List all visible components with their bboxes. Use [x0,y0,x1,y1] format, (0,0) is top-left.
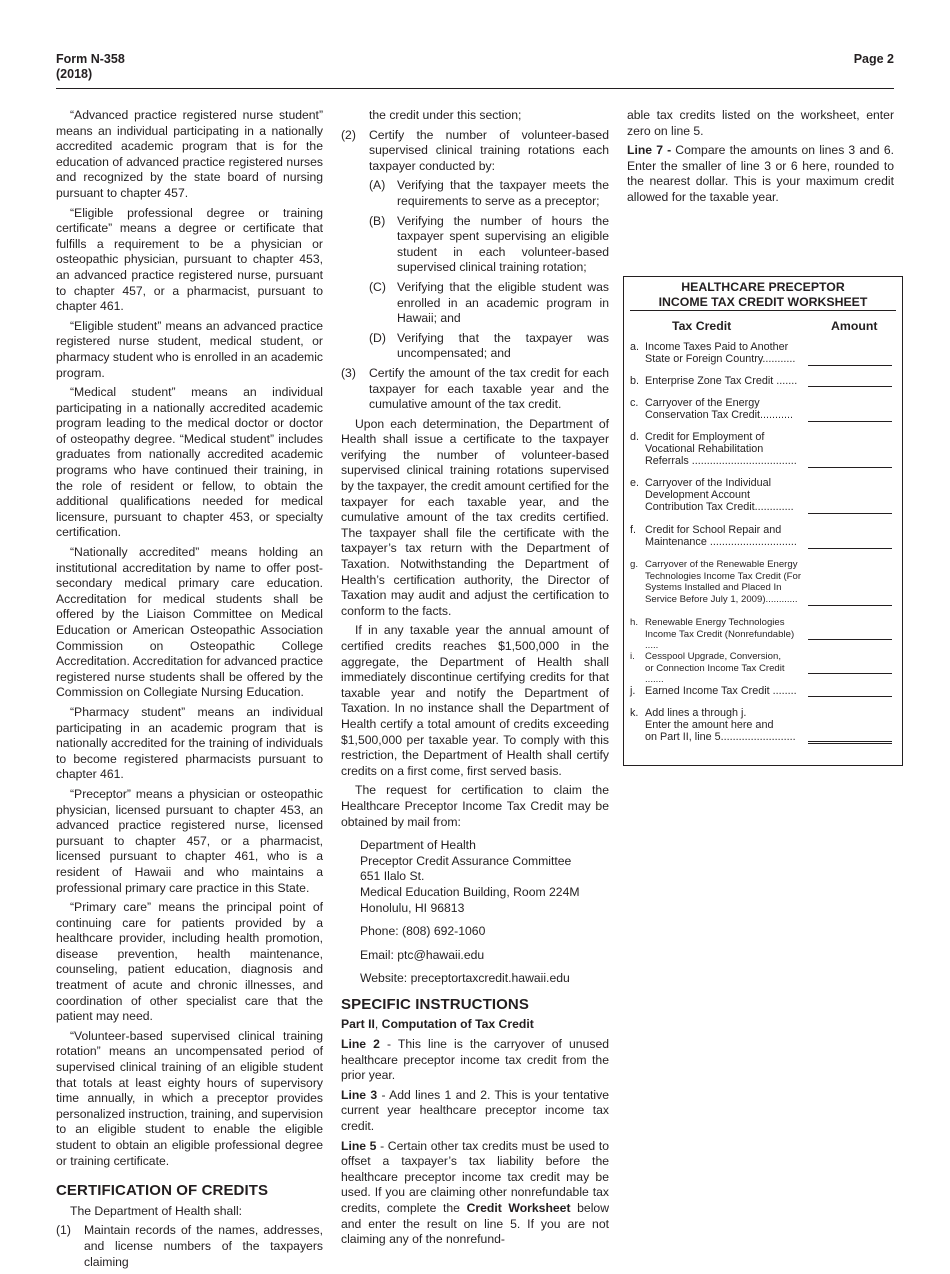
form-year: (2018) [56,67,93,81]
item-number: (3) [341,365,356,380]
line-7-instruction: Line 7 - Compare the amounts on lines 3 and 6. Enter the smaller of line 3 or 6 here, rounded to the nearest dollar. This is your maximum credit allowed for the taxable year. [627,143,894,204]
page-number: Page 2 [853,52,894,66]
website: Website: preceptortaxcredit.hawaii.edu [360,971,570,986]
item-letter: (B) [369,213,386,228]
specific-instructions-heading: SPECIFIC INSTRUCTIONS [341,995,529,1013]
amount-header: Amount [831,319,878,333]
list-item [56,1223,323,1270]
item-text: Verifying that the taxpayer was uncompensated; and [397,330,609,361]
def-medical-student: “Medical student” means an individual participating in a nationally accredited academic program leading to the medical doctor or doctor of osteopathy degree. “Medical student” includes graduates from nationally accredited academic programs who have continued their training, in the role of resident or fellow, to obtain the additional qualifications needed for medical licensure, pursuant to chapter 453, or specialty certification. [56,385,323,540]
worksheet-title: HEALTHCARE PRECEPTOR INCOME TAX CREDIT WORKSHEET [658,280,868,309]
annual-limit-paragraph: If in any taxable year the annual amount of certified credits reaches $1,500,000 in the aggregate, the Department of Health shall immediately discontinue certifying credits for that taxable year and notify the Department of Taxation. In no instance shall the Department of Health certify a total amount of credits exceeding $1,500,000 per taxable year. To comply with this restriction, the Department of Health shall certify credits on a first come, first served basis. [341,623,609,778]
amount-field[interactable] [808,513,892,514]
tax-credit-header: Tax Credit [672,319,732,333]
item-text: the credit under this section; [369,108,522,122]
list-item [341,366,609,413]
item-letter: (C) [369,279,386,294]
def-eligible-student: “Eligible student” means an advanced practice registered nurse student, medical student, or pharmacy student who is enrolled in an academic program. [56,318,323,380]
amount-field[interactable] [808,605,892,606]
worksheet-column-headers [624,311,902,333]
amount-field[interactable] [808,467,892,468]
phone: Phone: (808) 692-1060 [360,924,486,939]
list-item [341,128,609,175]
address-line: Honolulu, HI 96813 [360,900,465,915]
request-paragraph: The request for certification to claim the Healthcare Preceptor Income Tax Credit may be obtained by mail from: [341,783,609,829]
def-pharmacy-student: “Pharmacy student” means an individual participating in an academic program that is nationally accredited for the training of individuals to become registered pharmacists pursuant to chapter 461. [56,704,323,782]
certificate-paragraph: Upon each determination, the Department of Health shall issue a certificate to the taxpayer verifying the number of volunteer-based supervised clinical training rotations supervised by the taxpayer, the credit amount certified for the taxpayer for each taxable year, and the cumulative amount of the tax credits certified. The taxpayer shall file the certificate with the taxpayer’s tax return with the Department of Taxation. Notwithstanding the Department of Health’s certification authority, the Director of Taxation may audit and adjust the certification to conform to the facts. [341,416,609,618]
certification-heading: CERTIFICATION OF CREDITS [56,1182,269,1200]
amount-field[interactable] [808,386,892,387]
line-3-instruction: Line 3 - Add lines 1 and 2. This is your tentative current year healthcare preceptor income tax credit. [341,1087,609,1134]
item-letter: (A) [369,178,386,193]
sub-list-item [369,331,609,362]
column-1 [56,108,323,1274]
item-text: Certify the number of volunteer-based supervised clinical training rotations each taxpayer conducted by: [369,127,609,173]
amount-field[interactable] [808,548,892,549]
mailing-address [360,838,609,987]
certification-intro: The Department of Health shall: [70,1203,243,1218]
part-ii-subheading: Part II, Computation of Tax Credit [341,1017,534,1032]
line-2-instruction: Line 2 - This line is the carryover of unused healthcare preceptor income tax credit from the prior year. [341,1037,609,1083]
credit-worksheet: HEALTHCARE PRECEPTOR INCOME TAX CREDIT WORKSHEET Tax Credit Amount a. Income Taxes Paid to Another State or Foreign Country........... b. Enterprise Zone Tax Credit ....... c. Carryover of the Energy Conservation Tax Credit........... d. Credit for Employment of Vocational Rehabilitation Referrals ................................... e. Carryover of the Individual Development Account Contribution Tax Credit............. f. Credit for School Repair and Maintenance ............................. g. Carryover of the Renewable Energy Technologies Income Tax Credit (For Systems Installed and Placed In Service Before July 1, 2009)............ h. Renewable Energy Technologies Income Tax Credit (Nonrefundable) ..... i. Cesspool Upgrade, Conversion, or Connection Income Tax Credit ....... j. Earned Income Tax Credit ........ k. Add lines a through j. Enter the amount here and on Part II, line 5......................... [623,276,903,766]
line-5-instruction: Line 5 - Certain other tax credits must be used to offset a taxpayer’s tax liability before the healthcare preceptor income tax credit may be used. If you are claiming other nonrefundable tax credits, complete the Credit Worksheet below and enter the result on line 5. If you are not claiming any of the nonrefund- [341,1138,609,1247]
email: Email: ptc@hawaii.edu [360,947,485,962]
def-primary-care: “Primary care” means the principal point of continuing care for patients provided by a healthcare provider, including health promotion, disease prevention, health maintenance, counseling, patient education, diagnosis and treatment of acute and chronic illnesses, and coordination of other specialist care that the patient may need. [56,900,323,1024]
def-preceptor: “Preceptor” means a physician or osteopathic physician, licensed pursuant to chapter 453, an advanced practice registered nurse, licensed pursuant to chapter 457, or a pharmacist, licensed pursuant to chapter 461, who is a resident of Hawaii and who maintains a professional primary care practice in this State. [56,786,323,895]
column-2 [341,108,609,1252]
item-text: Verifying the number of hours the taxpayer spent supervising an eligible student in each volunteer-based supervised clinical training rotation; [397,213,609,275]
sub-list-item [369,178,609,209]
line-5-continued: able tax credits listed on the worksheet, enter zero on line 5. [627,108,894,138]
item-number: (1) [56,1223,71,1238]
total-amount-field[interactable] [808,741,892,744]
def-nationally-accredited: “Nationally accredited” means holding an institutional accreditation by name to offer post-secondary medical primary care education. Accreditation for medical students shall be offered by the Liaison Committee on Medical Education or American Osteopathic Association Commission on Osteopathic College Accreditation. Accreditation for advanced practice registered nurse students shall be offered by the Commission on Collegiate Nursing Education. [56,545,323,700]
page-header [56,52,894,82]
item-text: Verifying that the taxpayer meets the requirements to serve as a preceptor; [397,178,609,208]
item-text: Verifying that the eligible student was enrolled in an academic program in Hawaii; and [397,279,609,326]
def-eligible-degree: “Eligible professional degree or training certificate” means a degree or certificate that fulfills a requirement to be a physician or osteopathic physician, pursuant to chapter 453, an advanced practice registered nurse, pursuant to chapter 457, or a pharmacist, pursuant to chapter 461. [56,205,323,314]
address-line: 651 Ilalo St. [360,869,425,884]
address-line: Department of Health [360,838,476,853]
header-rule [56,88,894,89]
def-aprn-student: “Advanced practice registered nurse student” means an individual participating in a nationally accredited academic program that is for the education of advanced practice registered nurses and recognized by the state board of nursing pursuant to chapter 457. [56,108,323,200]
amount-field[interactable] [808,639,892,640]
amount-field[interactable] [808,365,892,366]
amount-field[interactable] [808,673,892,674]
amount-field[interactable] [808,421,892,422]
item-number: (2) [341,127,356,142]
sub-list-item [369,214,609,276]
item-text: Maintain records of the names, addresses, and license numbers of the taxpayers claiming [84,1223,323,1269]
item-letter: (D) [369,330,386,345]
item-text: Certify the amount of the tax credit for each taxpayer for each taxable year and the cumulative amount of the tax credit. [369,365,609,412]
form-number: Form N-358 [56,52,125,66]
list-item-continued [341,108,609,124]
def-volunteer-rotation: “Volunteer-based supervised clinical training rotation” means an uncompensated period of supervised clinical training of an eligible student that totals at least eighty hours of supervisory time annually, in which a preceptor provides personalized instruction, training, and supervision to an eligible student to enable the eligible student to obtain an eligible professional degree or training certificate. [56,1028,323,1168]
sub-list-item [369,280,609,327]
address-line: Preceptor Credit Assurance Committee [360,853,572,868]
amount-field[interactable] [808,696,892,697]
address-line: Medical Education Building, Room 224M [360,884,580,899]
column-3 [627,108,894,210]
